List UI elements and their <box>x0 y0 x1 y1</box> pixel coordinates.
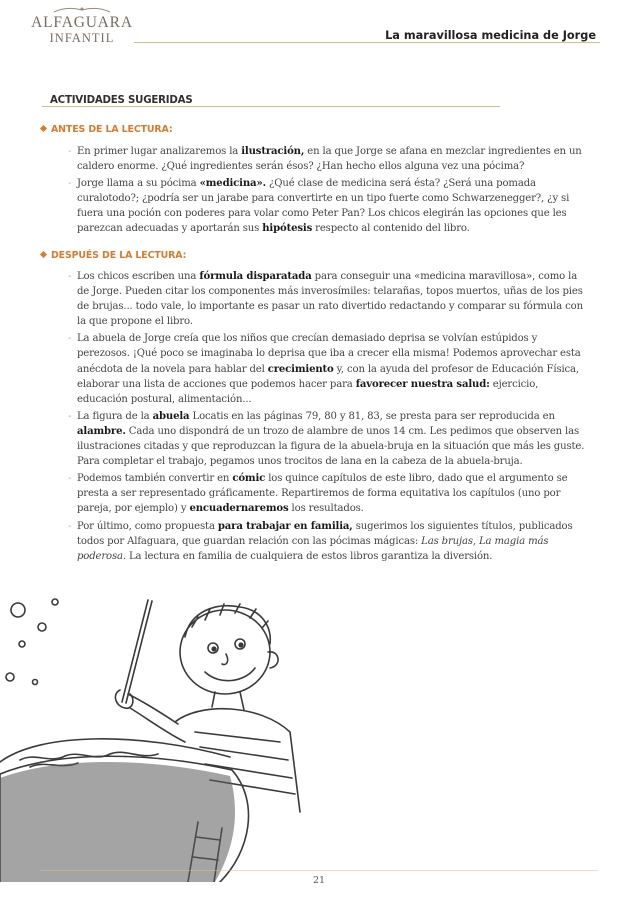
header-divider <box>134 42 600 43</box>
logo-subtitle: INFANTIL <box>49 31 115 45</box>
section-divider <box>42 106 500 107</box>
logo-title: ALFAGUARA <box>31 14 133 31</box>
dash-bullet-icon: - <box>68 178 72 190</box>
section-heading: ACTIVIDADES SUGERIDAS <box>50 95 193 106</box>
list-item: - Los chicos escriben una fórmula disparatada para conseguir una «medicina maravillosa», como la de Jorge. Pueden citar los componentes más inverosímiles: telarañas, topos muertos, uñas de los pies de brujas... todo vale, lo importante es pasar un rato divertido redactando y comparar su fórmula con la que propone el libro. <box>68 271 583 328</box>
dash-bullet-icon: - <box>68 146 72 157</box>
list-item: - Podemos también convertir en cómic los quince capítulos de este libro, dado que el argumento se presta a ser representado gráficamente. Repartiremos de forma equitativa los capítulos (uno por pareja, por ejemplo) y encuadernaremos los resultados. <box>68 473 568 515</box>
dash-bullet-icon: - <box>68 271 72 282</box>
dash-bullet-icon: - <box>68 333 72 345</box>
list-item: - La abuela de Jorge creía que los niños que crecían demasiado deprisa se volvían estúpidos y perezosos. ¡Qué poco se imaginaba lo deprisa que iba a crecer ella misma! Podemos aprovechar esta anécdota de la novela para hablar del crecimiento y, con la ayuda del profesor de Educación Física, elaborar una lista de acciones que podemos hacer para favorecer nuestra salud: ejercicio, educación postural, alimentación... <box>68 333 581 405</box>
dash-bullet-icon: - <box>68 520 72 532</box>
book-title: La maravillosa medicina de Jorge <box>385 29 596 42</box>
page-number: 21 <box>312 875 326 886</box>
list-item: - La figura de la abuela Locatis en las páginas 79, 80 y 81, 83, se presta para ser reproducida en alambre. Cada uno dispondrá de un trozo de alambre de unos 14 cm. Les pedimos que observen las ilustraciones citadas y que reproduzcan la figura de la abuela-bruja en la situación que más les guste. Para completar el trabajo, pegamos unos trocitos de lana en la cabeza de la abuela-bruja. <box>68 410 585 468</box>
boy-stirring-cauldron-illustration <box>0 582 340 882</box>
dash-bullet-icon: - <box>68 473 72 485</box>
list-item: - Jorge llama a su pócima «medicina». ¿Qué clase de medicina será ésta? ¿Será una pomada curalotodo?; ¿podría ser un jarabe para convertirte en un tipo fuerte como Schwarzenegger?, ¿y si fuera una poción con poderes para volar como Peter Pan? Los chicos elegirán las opciones que les parezcan adecuadas y aportarán sus hipótesis respecto al contenido del libro. <box>68 178 570 235</box>
before-reading-list <box>68 144 588 239</box>
footer-divider <box>40 870 598 871</box>
diamond-bullet-icon <box>40 125 47 132</box>
subheading-after-reading: DESPUÉS DE LA LECTURA: <box>41 250 186 261</box>
list-item: - Por último, como propuesta para trabajar en familia, sugerimos los siguientes títulos, publicados todos por Alfaguara, que guardan relación con las pócimas mágicas: Las brujas, La magia más poderosa. La lectura en familia de cualquiera de estos libros garantiza la diversión. <box>68 520 573 562</box>
diamond-bullet-icon <box>40 251 47 258</box>
subheading-before-reading: ANTES DE LA LECTURA: <box>41 124 173 135</box>
crown-ornament-icon <box>52 6 112 14</box>
dash-bullet-icon: - <box>68 410 72 422</box>
list-item: - En primer lugar analizaremos la ilustración, en la que Jorge se afana en mezclar ingredientes en un caldero enorme. ¿Qué ingredientes serán ésos? ¿Han hecho ellos alguna vez una pócima? <box>68 146 582 173</box>
after-reading-list <box>68 269 588 566</box>
publisher-logo <box>26 6 138 45</box>
